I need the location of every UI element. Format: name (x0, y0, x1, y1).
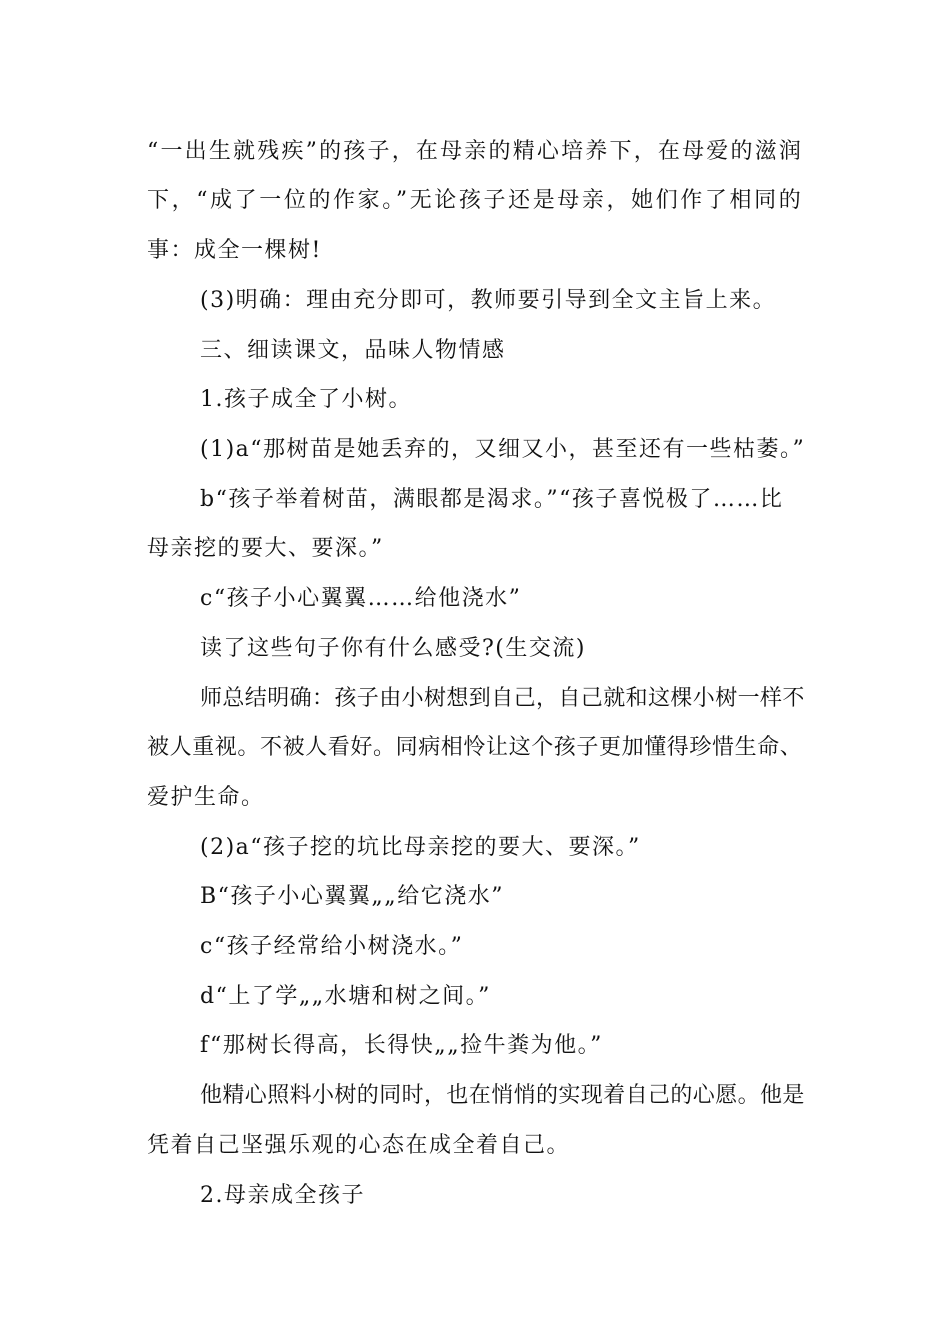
paragraph-line: 母亲挖的要大、要深。” (147, 536, 384, 561)
paragraph-line: 下，“成了一位的作家。”无论孩子还是母亲，她们作了相同的 (147, 188, 804, 213)
paragraph-line: 被人重视。不被人看好。同病相怜让这个孩子更加懂得珍惜生命、 (147, 735, 803, 760)
subsection-heading: 2.母亲成全孩子 (200, 1183, 365, 1208)
paragraph-line: (1)a“那树苗是她丢弃的，又细又小，甚至还有一些枯萎。” (200, 437, 806, 462)
section-heading: 三、细读课文，品味人物情感 (200, 338, 506, 363)
paragraph-line: 凭着自己坚强乐观的心态在成全着自己。 (147, 1133, 571, 1158)
paragraph-line: 师总结明确：孩子由小树想到自己，自己就和这棵小树一样不 (200, 686, 805, 711)
paragraph-line: 他精心照料小树的同时，也在悄悄的实现着自己的心愿。他是 (200, 1083, 805, 1108)
paragraph-line: (2)a“孩子挖的坑比母亲挖的要大、要深。” (200, 835, 641, 860)
paragraph-line: 读了这些句子你有什么感受?(生交流) (200, 636, 586, 661)
paragraph-line: b“孩子举着树苗，满眼都是渴求。”“孩子喜悦极了……比 (200, 487, 784, 512)
paragraph-line: d“上了学„„水塘和树之间。” (200, 984, 491, 1009)
paragraph-line: c“孩子小心翼翼……给他浇水” (200, 586, 522, 611)
paragraph-line: c“孩子经常给小树浇水。” (200, 934, 464, 959)
subsection-heading: 1.孩子成全了小树。 (200, 387, 412, 412)
paragraph-line: f“那树长得高，长得快„„捡牛粪为他。” (200, 1033, 603, 1058)
paragraph-line: B“孩子小心翼翼„„给它浇水” (200, 884, 504, 909)
paragraph-line: 事：成全一棵树! (147, 238, 322, 263)
paragraph-line: (3)明确：理由充分即可，教师要引导到全文主旨上来。 (200, 288, 777, 313)
paragraph-line: “一出生就残疾”的孩子，在母亲的精心培养下，在母爱的滋润 (147, 139, 804, 164)
paragraph-line: 爱护生命。 (147, 785, 265, 810)
